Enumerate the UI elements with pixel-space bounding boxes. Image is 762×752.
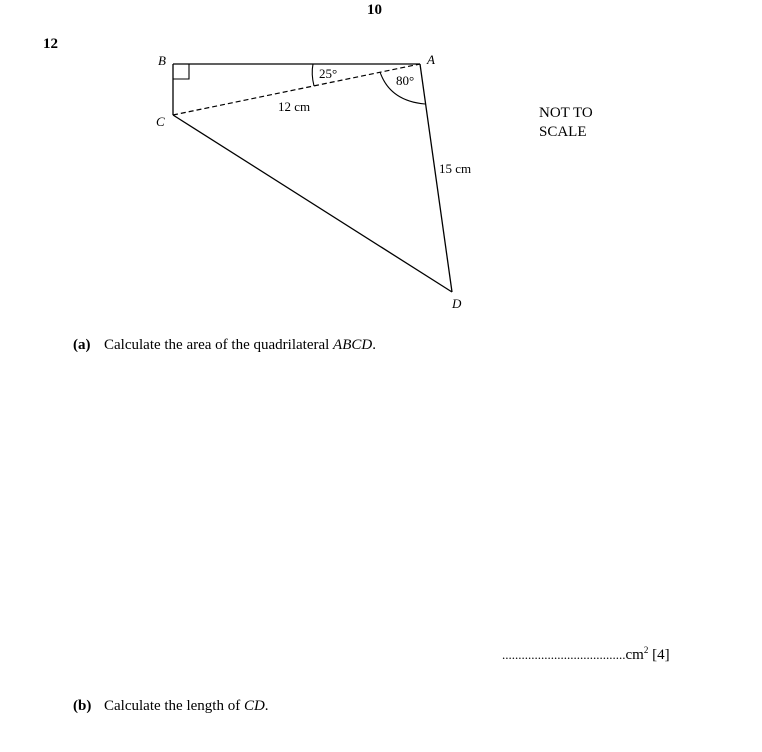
answer-dots[interactable]: ......................................	[502, 647, 626, 662]
length-label-AD: 15 cm	[439, 161, 472, 176]
answer-unit: cm	[625, 647, 644, 663]
edge-AD	[420, 64, 452, 292]
page-number: 10	[367, 2, 382, 18]
vertex-label-B: B	[158, 53, 166, 68]
vertex-label-D: D	[452, 296, 462, 311]
note-line-1: NOT TO	[539, 105, 593, 121]
answer-unit-power: 2	[643, 645, 649, 655]
angle-label-80: 80°	[396, 73, 415, 88]
length-label-AC: 12 cm	[278, 99, 311, 114]
part-b-segment: CD	[243, 698, 265, 714]
angle-arc-25	[312, 64, 314, 86]
part-b-label: (b)	[73, 698, 92, 714]
quadrilateral-diagram	[0, 0, 762, 330]
part-a-label: (a)	[73, 337, 91, 353]
part-a-text: Calculate the area of the quadrilateral	[104, 337, 334, 353]
part-a-end: .	[372, 337, 376, 353]
vertex-label-C: C	[156, 114, 165, 129]
answer-line-a[interactable]	[502, 645, 670, 664]
vertex-label-A: A	[427, 52, 435, 67]
question-part-a	[73, 337, 376, 354]
question-number: 12	[43, 36, 58, 52]
marks: [4]	[652, 647, 670, 663]
part-b-end: .	[264, 698, 269, 714]
not-to-scale-note	[539, 104, 593, 142]
angle-label-25: 25°	[319, 66, 338, 81]
right-angle-marker	[173, 64, 189, 79]
edge-CD	[173, 115, 452, 292]
part-a-shape: ABCD	[333, 337, 373, 353]
note-line-2: SCALE	[539, 124, 587, 140]
part-b-text: Calculate the length of	[104, 698, 244, 714]
question-part-b	[73, 698, 269, 715]
